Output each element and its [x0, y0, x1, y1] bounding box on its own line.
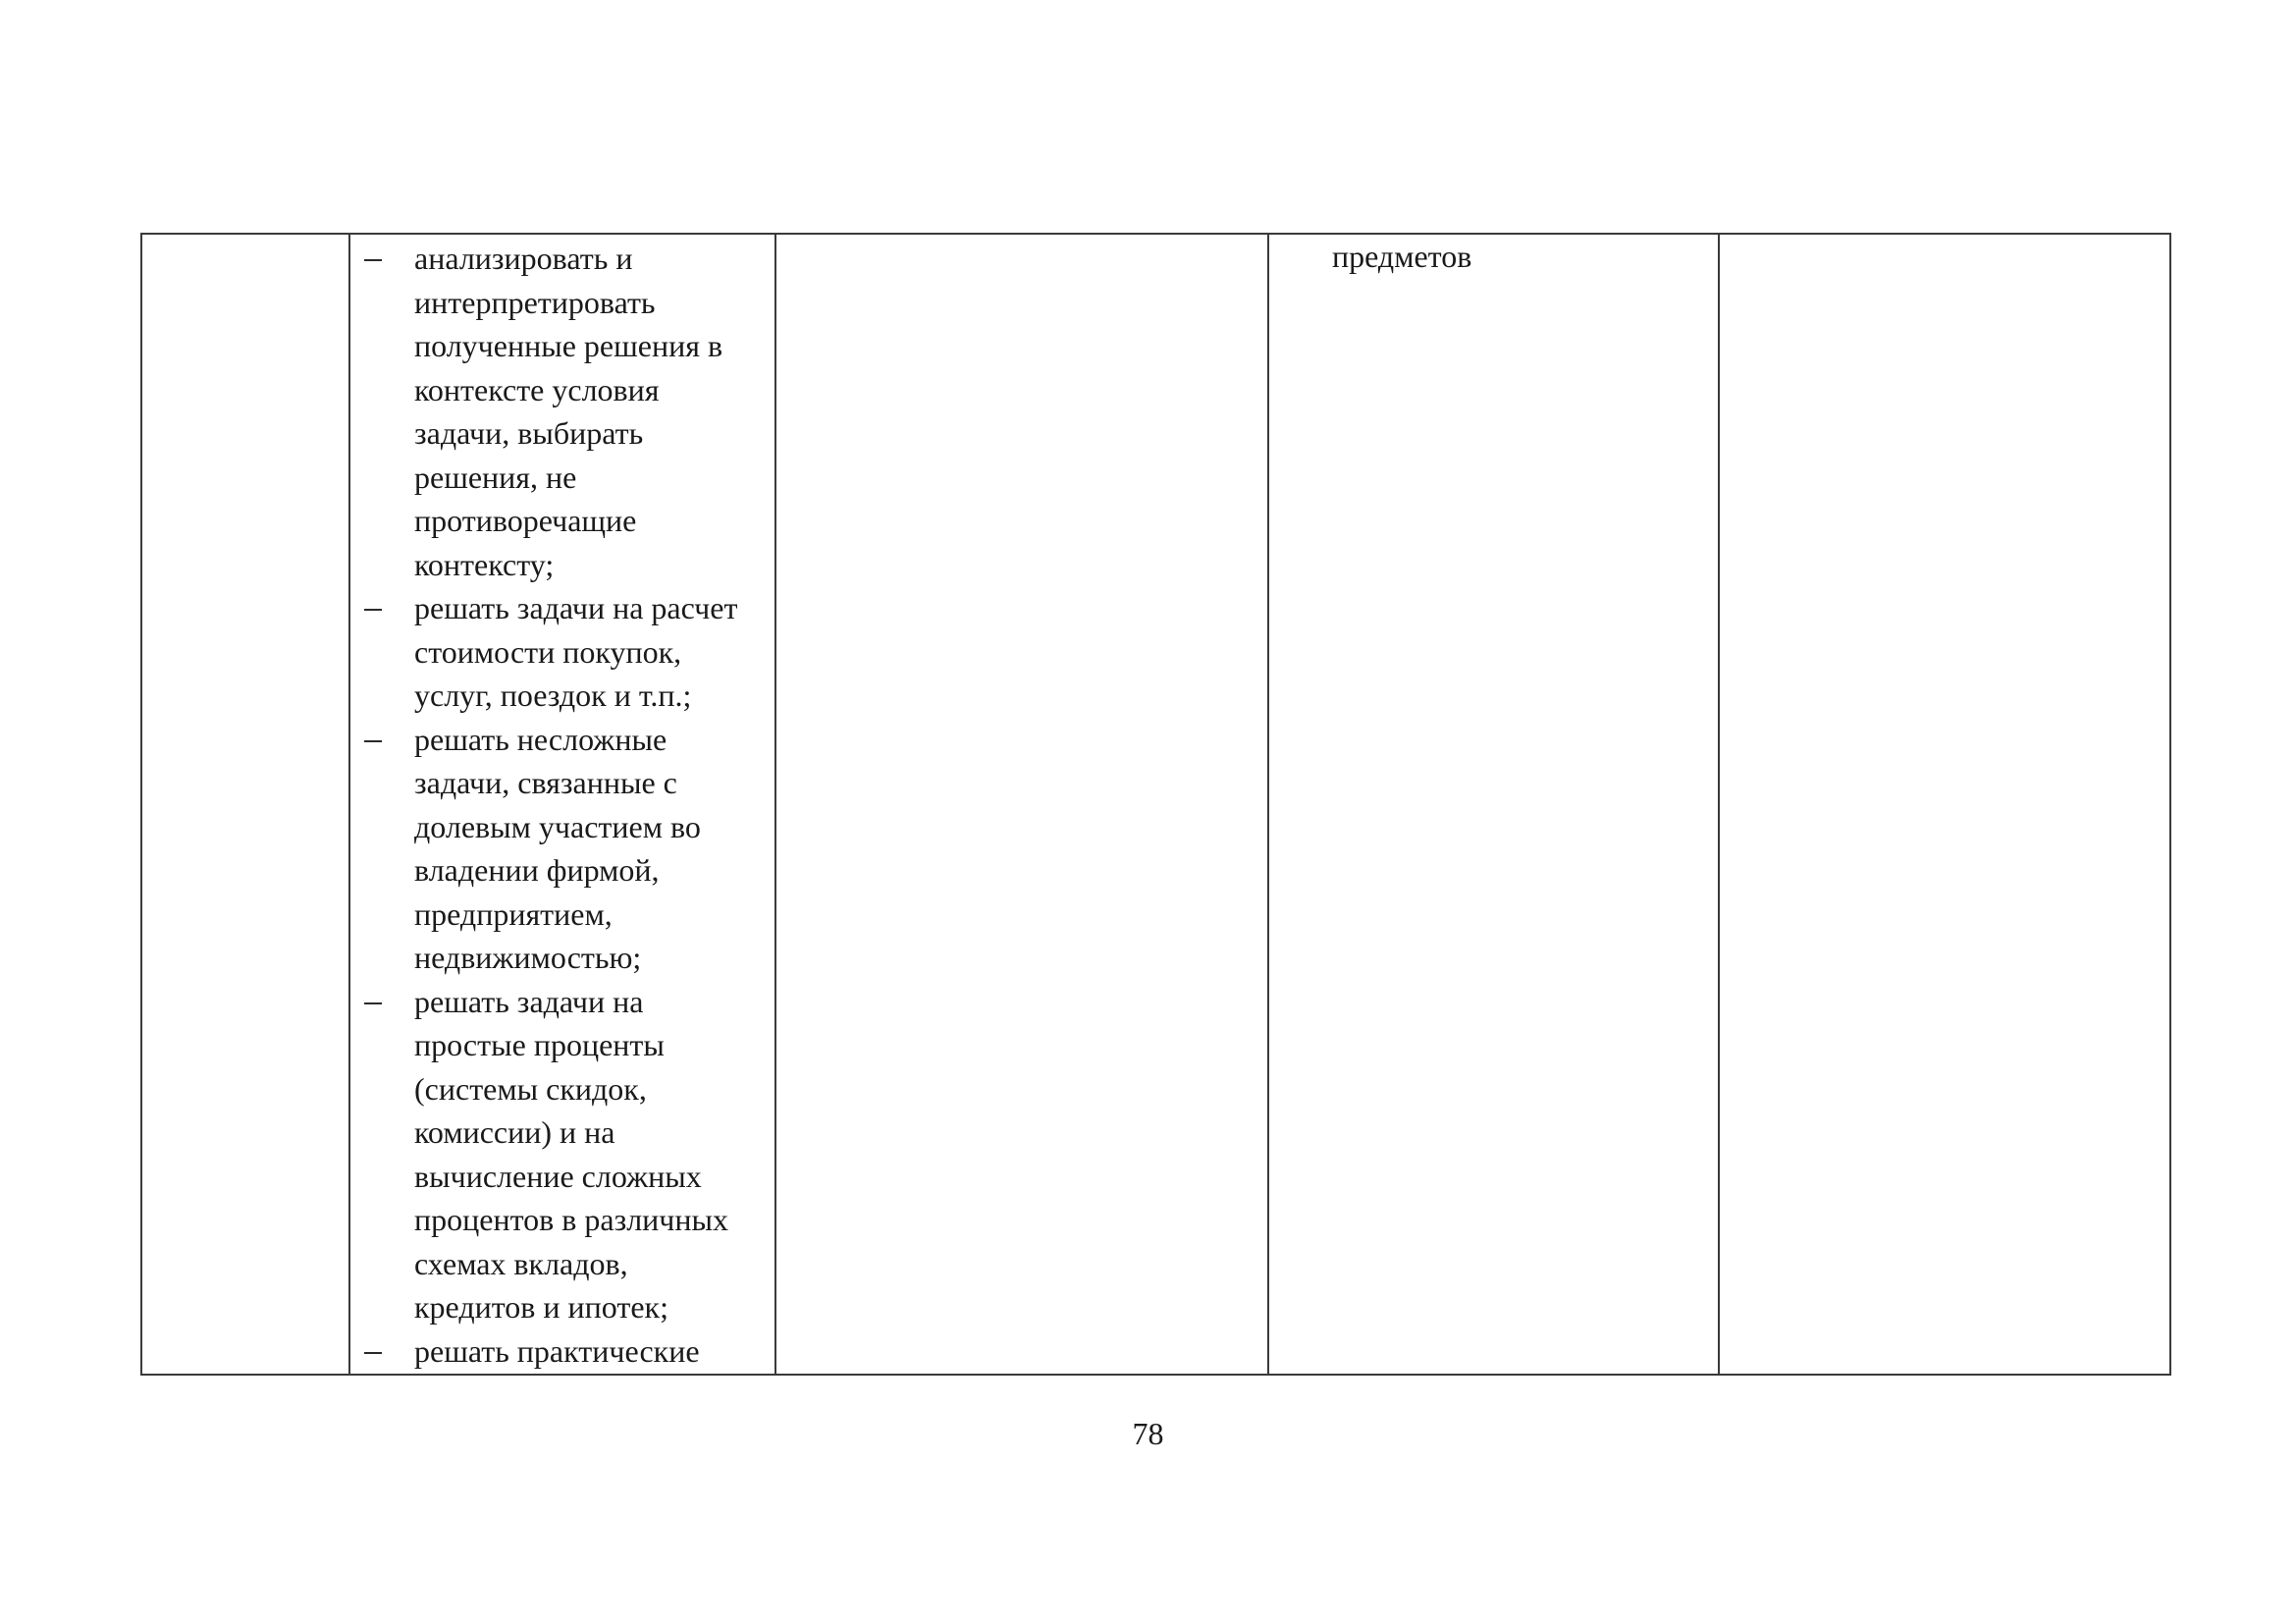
page-number: 78 [1132, 1416, 1164, 1451]
list-item-line: услуг, поездок и т.п.; [414, 677, 692, 713]
list-item-line: долевым участием во [414, 808, 701, 844]
table-cell-skills [349, 234, 775, 1375]
list-item-line: кредитов и ипотек; [414, 1289, 668, 1325]
list-item-line: полученные решения в [414, 328, 723, 363]
list-item-line: противоречащие [414, 503, 637, 538]
list-item-line: стоимости покупок, [414, 633, 682, 670]
table-cell-subjects [1268, 234, 1719, 1375]
skills-list [350, 235, 774, 1373]
list-item-line: задачи, выбирать [414, 415, 644, 451]
list-item-line: контексте условия [414, 371, 660, 407]
list-item-line: (системы скидок, [414, 1070, 647, 1107]
list-item-line: решать практические [414, 1332, 700, 1369]
content-table [140, 233, 2171, 1376]
table-cell-empty-3 [775, 234, 1268, 1375]
list-item-line: комиссии) и на [414, 1114, 615, 1150]
list-item-line: решать задачи на [414, 983, 644, 1019]
list-item-line: процентов в различных [414, 1202, 729, 1237]
table-row [141, 234, 2170, 1375]
list-item-line: анализировать и [414, 241, 633, 276]
list-item [350, 718, 774, 980]
table-cell-empty-5 [1719, 234, 2170, 1375]
list-item-line: вычисление сложных [414, 1158, 702, 1194]
subjects-text: предметов [1332, 239, 1472, 274]
list-item-line: владении фирмой, [414, 852, 660, 888]
list-item-line: решать задачи на расчет [414, 590, 738, 625]
list-item-line: интерпретировать [414, 284, 656, 320]
table-cell-empty-1 [141, 234, 349, 1375]
list-item [350, 237, 774, 586]
list-item-line: недвижимостью; [414, 940, 642, 975]
list-item-line: предприятием, [414, 895, 613, 932]
list-item-line: контексту; [414, 546, 555, 582]
list-item [350, 980, 774, 1329]
list-item-line: схемах вкладов, [414, 1245, 628, 1281]
list-item [350, 1329, 774, 1374]
list-item-line: задачи, связанные с [414, 765, 677, 800]
list-item [350, 586, 774, 718]
list-item-line: простые проценты [414, 1027, 665, 1062]
list-item-line: решать несложные [414, 721, 667, 757]
list-item-line: решения, не [414, 459, 577, 495]
